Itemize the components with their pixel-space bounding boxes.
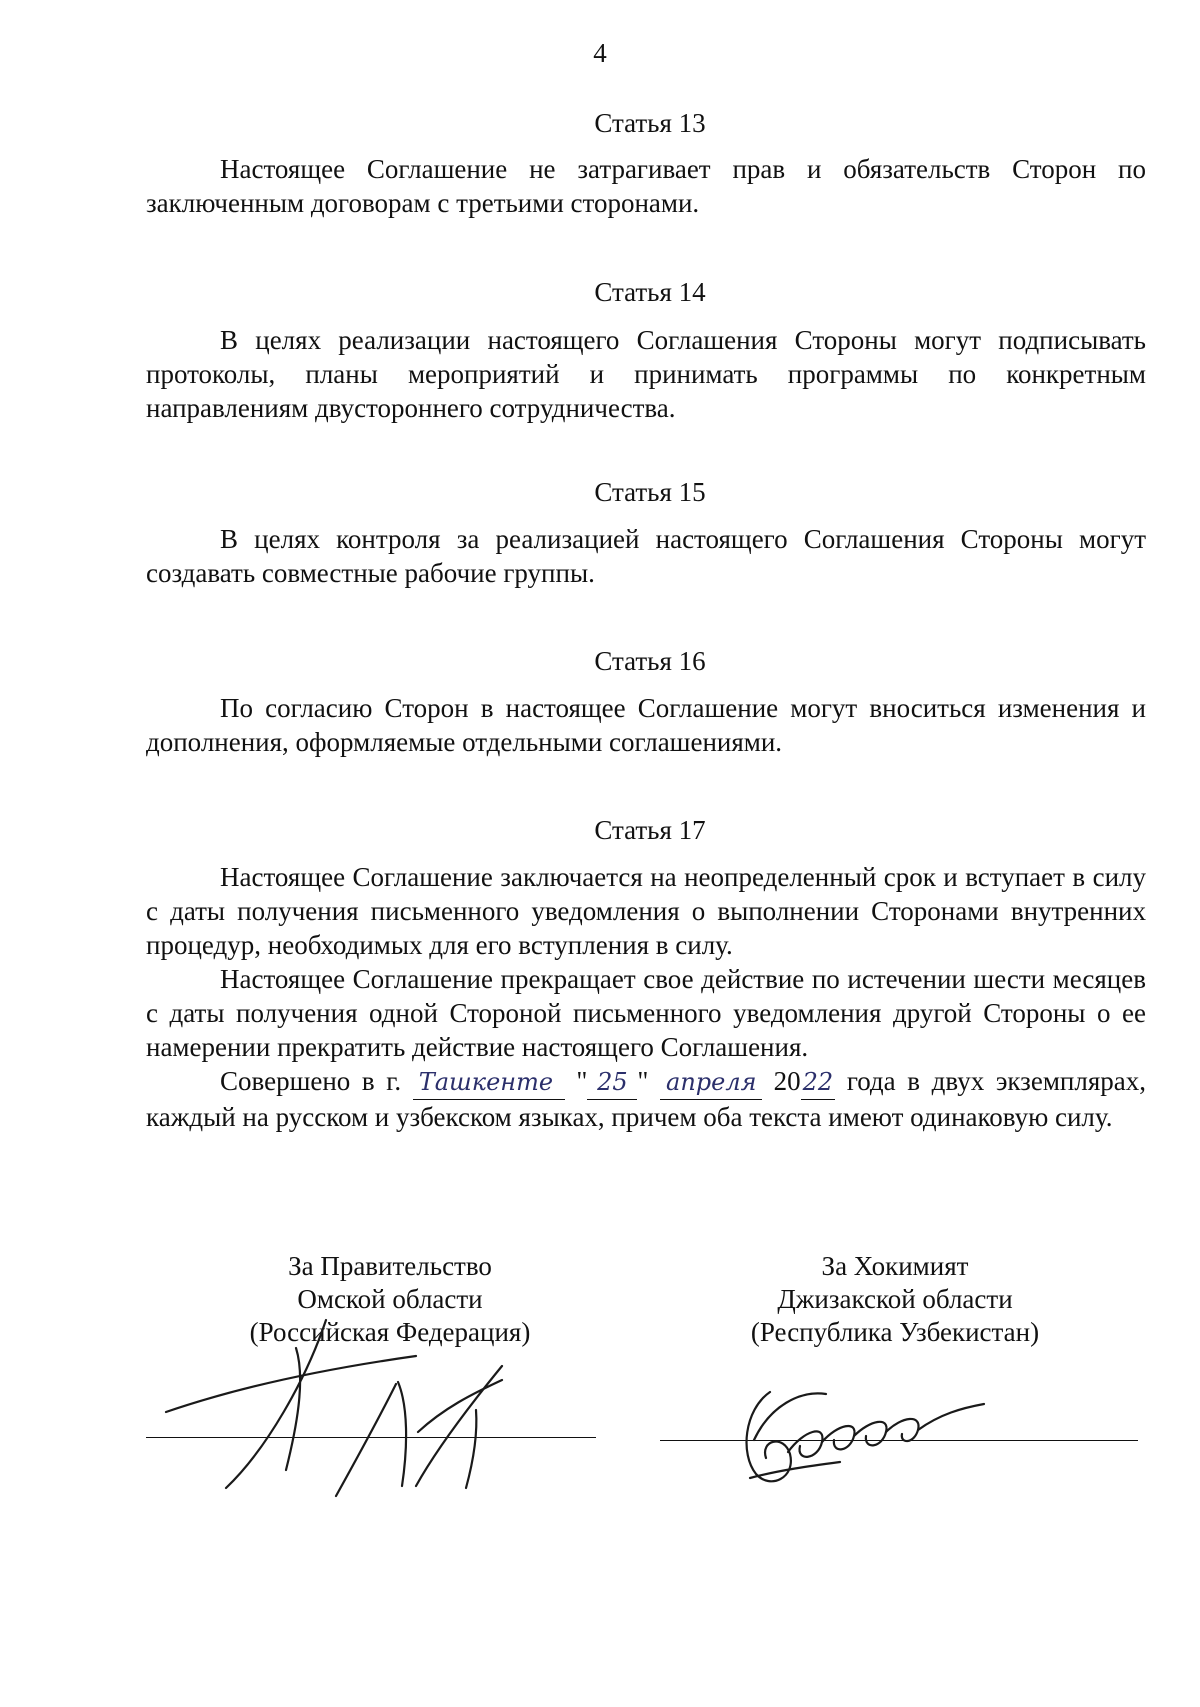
signature-left-image bbox=[146, 1310, 566, 1510]
handwritten-month: апреля bbox=[660, 1065, 762, 1100]
signatory-right-line1: За Хокимият bbox=[821, 1251, 969, 1281]
handwritten-city: Ташкенте bbox=[413, 1065, 565, 1100]
article-16-heading: Статья 16 bbox=[594, 646, 706, 676]
article-17-text-1: Настоящее Соглашение заключается на неопределенный срок и вступает в силу с даты получения письменного уведомления о выполнении Сторонами внутренних процедур, необходимых для его вступления в силу. bbox=[146, 862, 1146, 960]
handwritten-day: 25 bbox=[587, 1065, 637, 1100]
article-14-text: В целях реализации настоящего Соглашения Стороны могут подписывать протоколы, планы мероприятий и принимать программы по конкретным направлениям двустороннего сотрудничества. bbox=[146, 325, 1146, 423]
signatory-left-line1: За Правительство bbox=[288, 1251, 492, 1281]
signatory-left-line2: Омской области bbox=[297, 1284, 483, 1314]
article-16-text: По согласию Сторон в настоящее Соглашение могут вноситься изменения и дополнения, оформляемые отдельными соглашениями. bbox=[146, 693, 1146, 757]
day-open-quote: " bbox=[576, 1066, 588, 1096]
closing-paragraph bbox=[146, 1064, 1146, 1134]
handwritten-year: 22 bbox=[801, 1065, 836, 1100]
signatory-left-line3: (Российская Федерация) bbox=[249, 1317, 531, 1347]
article-17-heading: Статья 17 bbox=[594, 815, 706, 845]
closing-prefix: Совершено в г. bbox=[220, 1066, 402, 1096]
article-14-heading: Статья 14 bbox=[594, 277, 706, 307]
signatory-right-line2: Джизакской области bbox=[777, 1284, 1013, 1314]
article-15-text: В целях контроля за реализацией настоящего Соглашения Стороны могут создавать совместные рабочие группы. bbox=[146, 524, 1146, 588]
article-13-heading: Статья 13 bbox=[594, 108, 706, 138]
signatory-right-line3: (Республика Узбекистан) bbox=[750, 1317, 1040, 1347]
signature-right-image bbox=[730, 1370, 1050, 1500]
page-number: 4 bbox=[593, 38, 607, 68]
closing-suffix: года в двух экземплярах, каждый на русском и узбекском языках, причем оба текста имеют одинаковую силу. bbox=[146, 1066, 1146, 1132]
article-15-heading: Статья 15 bbox=[594, 477, 706, 507]
year-prefix: 20 bbox=[773, 1066, 801, 1096]
signatory-right-block bbox=[665, 1250, 1125, 1349]
day-close-quote: " bbox=[637, 1066, 649, 1096]
article-17-text-2: Настоящее Соглашение прекращает свое действие по истечении шести месяцев с даты получения одной Стороной письменного уведомления другой Стороны о ее намерении прекратить действие настоящего Соглашения. bbox=[146, 964, 1146, 1062]
article-13-text: Настоящее Соглашение не затрагивает прав и обязательств Сторон по заключенным договорам с третьими сторонами. bbox=[146, 154, 1146, 218]
